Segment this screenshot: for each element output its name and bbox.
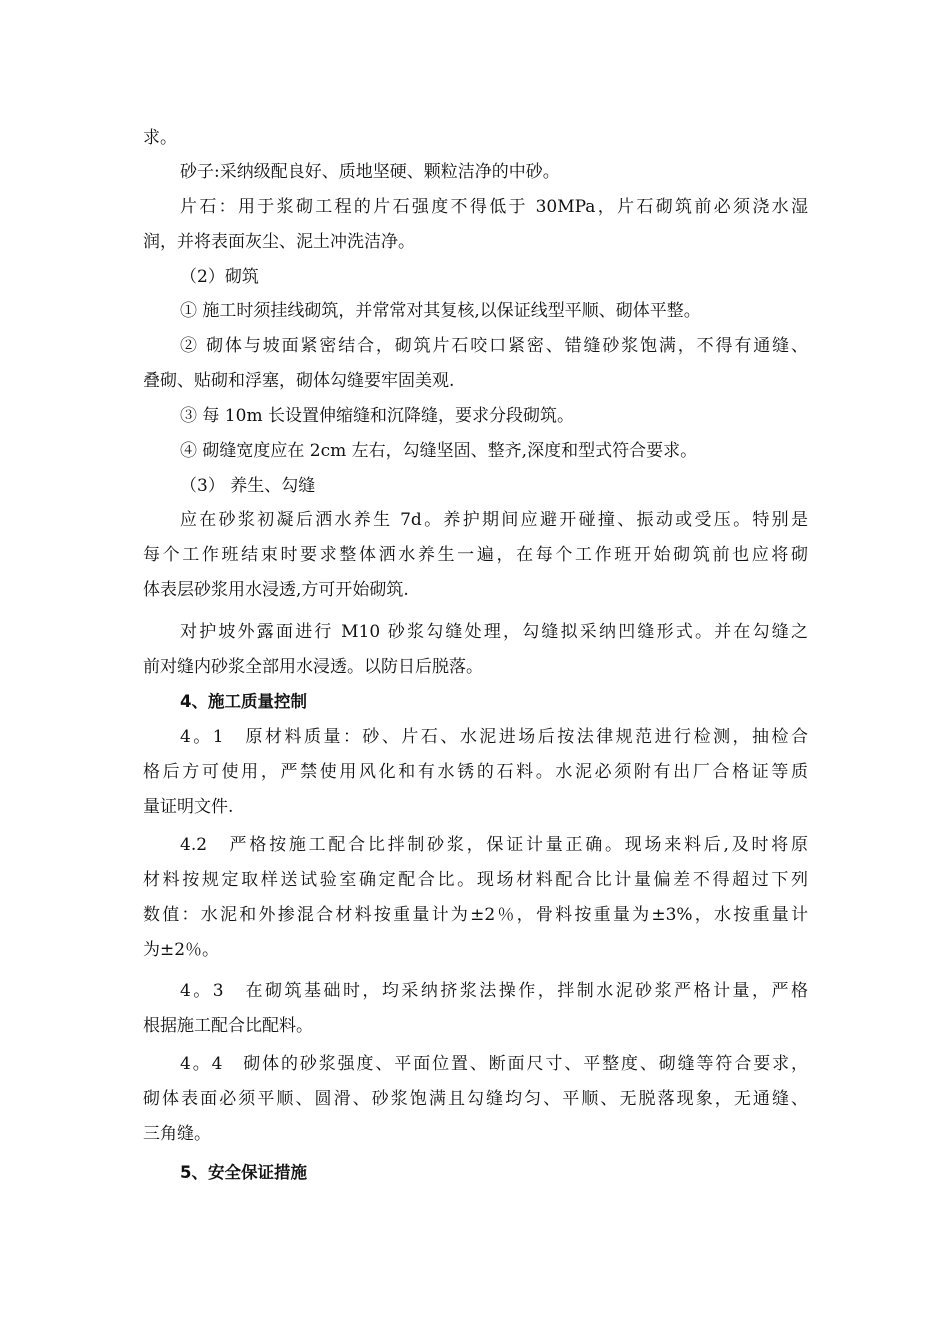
paragraph-line: 求。 xyxy=(143,128,177,148)
section-heading: （3） 养生、勾缝 xyxy=(180,476,316,496)
section-heading: （2）砌筑 xyxy=(180,267,259,287)
paragraph-line: 根据施工配合比配料。 xyxy=(143,1016,313,1036)
paragraph-line: 每个工作班结束时要求整体洒水养生一遍，在每个工作班开始砌筑前也应将砌 xyxy=(143,545,808,565)
paragraph-line: 砌体表面必须平顺、圆滑、砂浆饱满且勾缝均匀、平顺、无脱落现象，无通缝、 xyxy=(143,1089,808,1109)
paragraph-line: 体表层砂浆用水浸透,方可开始砌筑. xyxy=(143,580,409,600)
paragraph-line: 三角缝。 xyxy=(143,1124,211,1144)
list-item: ② 砌体与坡面紧密结合，砌筑片石咬口紧密、错缝砂浆饱满，不得有通缝、 xyxy=(180,336,808,356)
list-item: ④ 砌缝宽度应在 2cm 左右，勾缝坚固、整齐,深度和型式符合要求。 xyxy=(180,441,698,461)
paragraph-line: 对护坡外露面进行 M10 砂浆勾缝处理，勾缝拟采纳凹缝形式。并在勾缝之 xyxy=(180,622,808,642)
paragraph-line: 为±2％。 xyxy=(143,940,220,960)
paragraph-line: 片石：用于浆砌工程的片石强度不得低于 30MPa，片石砌筑前必须浇水湿 xyxy=(180,197,808,217)
section-heading: 5、安全保证措施 xyxy=(180,1163,307,1182)
paragraph-line: 格后方可使用，严禁使用风化和有水锈的石料。水泥必须附有出厂合格证等质 xyxy=(143,762,808,782)
paragraph-line: 量证明文件. xyxy=(143,797,234,817)
paragraph-line: 应在砂浆初凝后洒水养生 7d。养护期间应避开碰撞、振动或受压。特别是 xyxy=(180,510,808,530)
paragraph-line: 4。3 在砌筑基础时，均采纳挤浆法操作，拌制水泥砂浆严格计量，严格 xyxy=(180,981,808,1001)
list-item: ③ 每 10m 长设置伸缩缝和沉降缝，要求分段砌筑。 xyxy=(180,406,574,426)
section-heading: 4、施工质量控制 xyxy=(180,692,307,711)
paragraph-line: 材料按规定取样送试验室确定配合比。现场材料配合比计量偏差不得超过下列 xyxy=(143,870,808,890)
paragraph-line: 数值：水泥和外掺混合材料按重量计为±2％，骨料按重量为±3%，水按重量计 xyxy=(143,905,808,925)
list-item: ① 施工时须挂线砌筑，并常常对其复核,以保证线型平顺、砌体平整。 xyxy=(180,301,701,321)
paragraph-line: 4.2 严格按施工配合比拌制砂浆，保证计量正确。现场来料后,及时将原 xyxy=(180,835,808,855)
paragraph-line: 4。1 原材料质量：砂、片石、水泥进场后按法律规范进行检测，抽检合 xyxy=(180,727,808,747)
paragraph-line: 砂子:采纳级配良好、质地坚硬、颗粒洁净的中砂。 xyxy=(180,162,560,182)
paragraph-line: 4。4 砌体的砂浆强度、平面位置、断面尺寸、平整度、砌缝等符合要求， xyxy=(180,1054,808,1074)
paragraph-line: 叠砌、贴砌和浮塞，砌体勾缝要牢固美观. xyxy=(143,371,455,391)
paragraph-line: 润，并将表面灰尘、泥土冲洗洁净。 xyxy=(143,232,415,252)
paragraph-line: 前对缝内砂浆全部用水浸透。以防日后脱落。 xyxy=(143,657,483,677)
